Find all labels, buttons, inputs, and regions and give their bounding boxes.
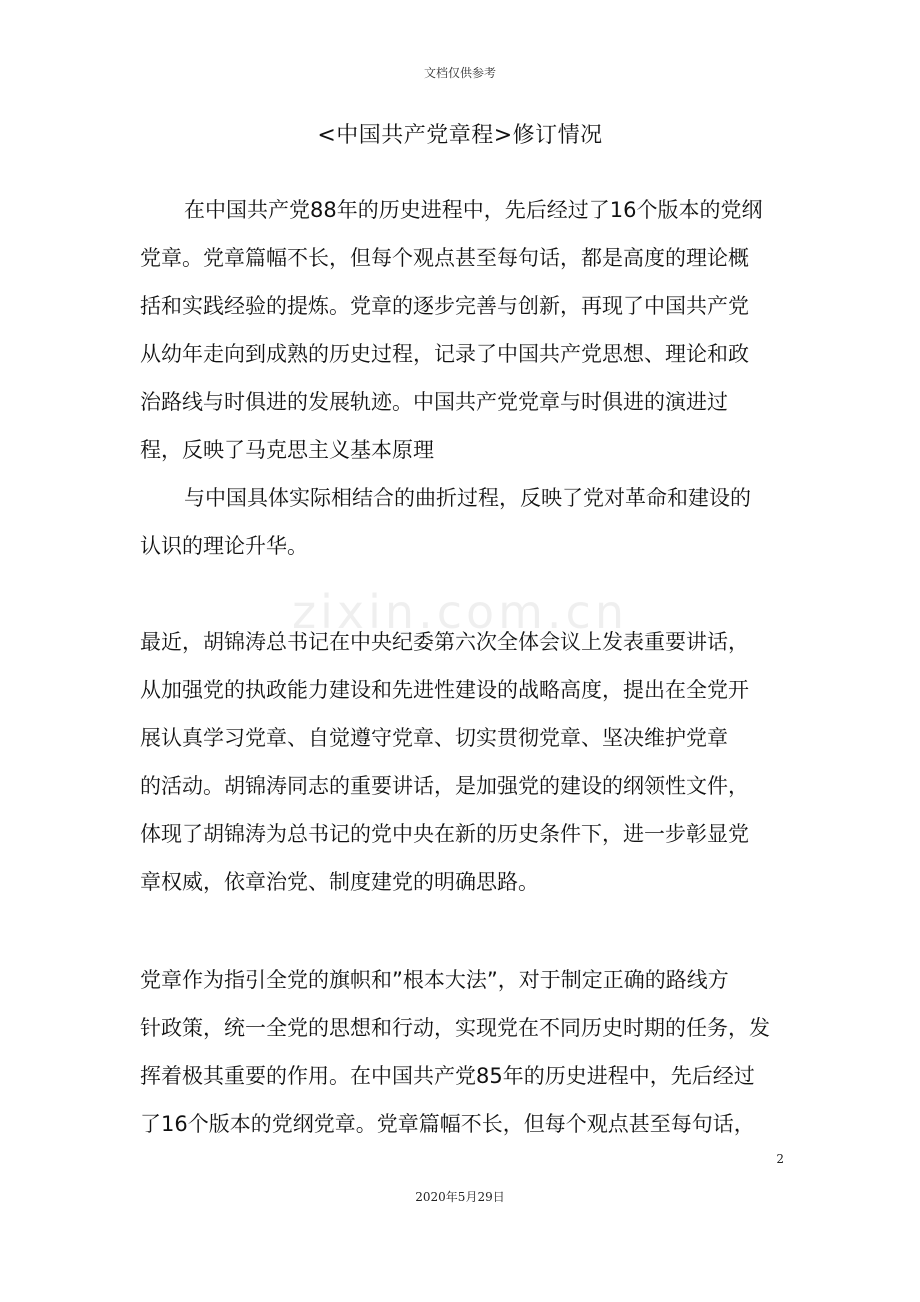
paragraph-4 — [140, 956, 785, 1148]
header-note: 文档仅供参考 — [423, 66, 496, 80]
paragraph-line: 在中国共产党88年的历史进程中，先后经过了16个版本的党纲 — [184, 198, 763, 222]
paragraph-line: 了16个版本的党纲党章。党章篇幅不长，但每个观点甚至每句话， — [140, 1112, 755, 1136]
paragraph-line: 从幼年走向到成熟的历史过程，记录了中国共产党思想、理论和政 — [140, 342, 749, 366]
paragraph-line: 体现了胡锦涛为总书记的党中央在新的历史条件下，进一步彰显党 — [140, 822, 749, 846]
watermark: zixin.com.cn — [291, 585, 629, 639]
paragraph-line: 党章作为指引全党的旗帜和”根本大法”，对于制定正确的路线方 — [140, 968, 729, 992]
paragraph-line: 认识的理论升华。 — [140, 534, 308, 558]
paragraph-line: 从加强党的执政能力建设和先进性建设的战略高度，提出在全党开 — [140, 678, 749, 702]
paragraph-line: 程，反映了马克思主义基本原理 — [140, 438, 434, 462]
paragraph-line: 针政策，统一全党的思想和行动，实现党在不同历史时期的任务，发 — [140, 1016, 770, 1040]
footer-date: 2020年5月29日 — [415, 1190, 505, 1204]
paragraph-3 — [140, 618, 785, 906]
page-number: 2 — [776, 1152, 784, 1166]
document-title: <中国共产党章程>修订情况 — [317, 123, 603, 148]
paragraph-line: 括和实践经验的提炼。党章的逐步完善与创新，再现了中国共产党 — [140, 294, 749, 318]
paragraph-line: 章权威，依章治党、制度建党的明确思路。 — [140, 870, 539, 894]
paragraph-line: 治路线与时俱进的发展轨迹。中国共产党党章与时俱进的演进过 — [140, 390, 728, 414]
paragraph-line: 挥着极其重要的作用。在中国共产党85年的历史进程中，先后经过 — [140, 1064, 755, 1088]
paragraph-line: 展认真学习党章、自觉遵守党章、切实贯彻党章、坚决维护党章 — [140, 726, 728, 750]
paragraph-line: 党章。党章篇幅不长，但每个观点甚至每句话，都是高度的理论概 — [140, 246, 749, 270]
paragraph-line: 与中国具体实际相结合的曲折过程，反映了党对革命和建设的 — [184, 486, 751, 510]
paragraph-line: 的活动。胡锦涛同志的重要讲话，是加强党的建设的纲领性文件， — [140, 774, 749, 798]
paragraph-2 — [140, 474, 785, 570]
paragraph-line: 最近，胡锦涛总书记在中央纪委第六次全体会议上发表重要讲话， — [140, 630, 749, 654]
paragraph-1 — [140, 186, 785, 474]
